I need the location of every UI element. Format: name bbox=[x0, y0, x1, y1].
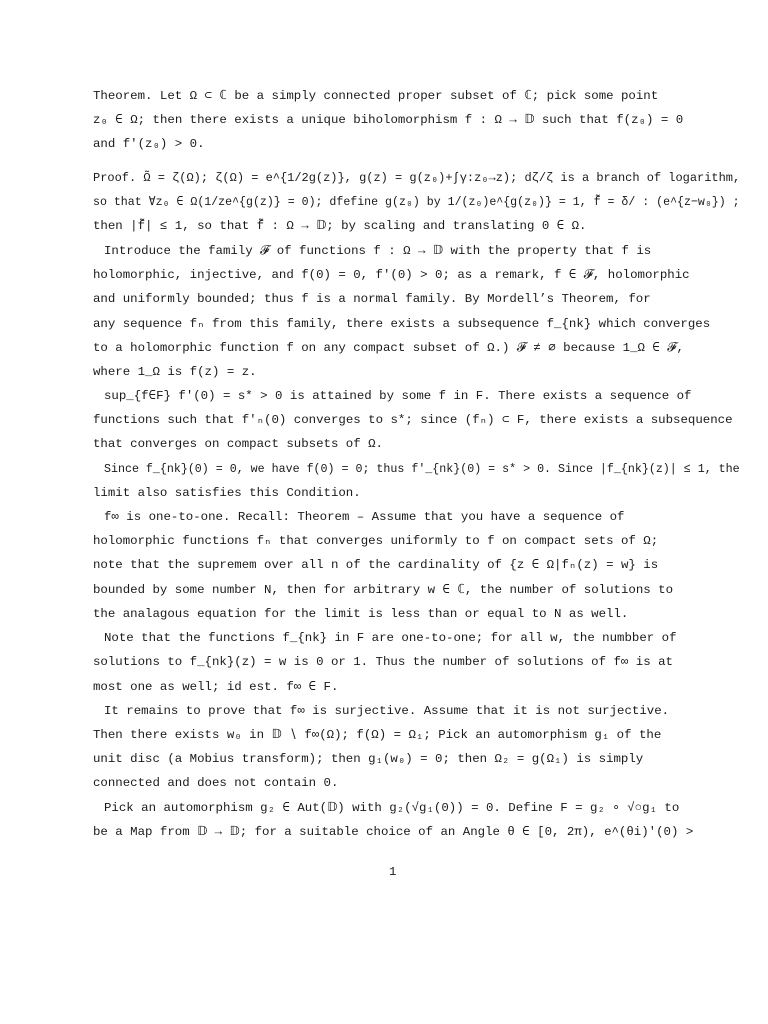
automorphism-line-1: Pick an automorphism g₂ ∈ Aut(𝔻) with g₂(√g₁(0)) = 0. Define F = g₂ ∘ √○g₁ to bbox=[104, 801, 680, 815]
onetoone-line-2: holomorphic functions fₙ that converges uniformly to f on compact sets of Ω; bbox=[93, 534, 659, 548]
note-line-2: solutions to f_{nk}(z) = w is 0 or 1. Thus the number of solutions of f∞ is at bbox=[93, 655, 673, 669]
sup-line-3: that converges on compact subsets of Ω. bbox=[93, 437, 383, 451]
theorem-line-1: Theorem. Let Ω ⊂ ℂ be a simply connected proper subset of ℂ; pick some point bbox=[93, 89, 659, 103]
sup-line-2: functions such that f′ₙ(0) converges to s*; since (fₙ) ⊂ F, there exists a subsequence bbox=[93, 413, 733, 427]
surjective-line-1: It remains to prove that f∞ is surjective. Assume that it is not surjective. bbox=[104, 704, 670, 718]
proof-line-1: Proof. Ω̃ = ζ(Ω); ζ(Ω) = e^{1/2g(z)}, g(z) = g(z₀)+∫γ:z₀→z); dζ/ζ is a branch of logarithm, bbox=[93, 171, 741, 185]
surjective-line-2: Then there exists w₀ in 𝔻 ∖ f∞(Ω); f(Ω) = Ω₁; Pick an automorphism g₁ of the bbox=[93, 728, 662, 742]
theorem-line-2: z₀ ∈ Ω; then there exists a unique biholomorphism f : Ω → 𝔻 such that f(z₀) = 0 bbox=[93, 113, 684, 127]
family-line-4: any sequence fₙ from this family, there exists a subsequence f_{nk} which converges bbox=[93, 317, 711, 331]
sup-line-1: sup_{f∈F} f′(0) = s* > 0 is attained by some f in F. There exists a sequence of bbox=[104, 389, 692, 403]
family-line-6: where 1_Ω is f(z) = z. bbox=[93, 365, 257, 379]
page-number: 1 bbox=[389, 865, 397, 879]
note-line-3: most one as well; id est. f∞ ∈ F. bbox=[93, 680, 339, 694]
onetoone-line-5: the analagous equation for the limit is less than or equal to N as well. bbox=[93, 607, 629, 621]
family-line-2: holomorphic, injective, and f(0) = 0, f′(0) > 0; as a remark, f ∈ 𝓕, holomorphic bbox=[93, 268, 690, 282]
since-line-1: Since f_{nk}(0) = 0, we have f(0) = 0; thus f′_{nk}(0) = s* > 0. Since |f_{nk}(z)| ≤ 1, the bbox=[104, 462, 740, 476]
since-line-2: limit also satisfies this Condition. bbox=[93, 486, 361, 500]
family-line-3: and uniformly bounded; thus f is a normal family. By Mordell’s Theorem, for bbox=[93, 292, 651, 306]
surjective-line-4: connected and does not contain 0. bbox=[93, 776, 339, 790]
automorphism-line-2: be a Map from 𝔻 → 𝔻; for a suitable choice of an Angle θ ∈ [0, 2π), e^(θi)′(0) > bbox=[93, 825, 694, 839]
theorem-line-3: and f′(z₀) > 0. bbox=[93, 137, 205, 151]
onetoone-line-4: bounded by some number N, then for arbitrary w ∈ ℂ, the number of solutions to bbox=[93, 583, 674, 597]
onetoone-line-1: f∞ is one-to-one. Recall: Theorem – Assume that you have a sequence of bbox=[104, 510, 625, 524]
proof-line-2: so that ∀z₀ ∈ Ω(1/ze^{g(z)} = 0); dfefine g(z₀) by 1/(z₀)e^{g(z₀)} = 1, f̃ = δ/ : (e^{z−w₀}) ; bbox=[93, 195, 740, 209]
onetoone-line-3: note that the supremem over all n of the cardinality of {z ∈ Ω|fₙ(z) = w} is bbox=[93, 558, 659, 572]
family-line-1: Introduce the family 𝓕 of functions f : Ω → 𝔻 with the property that f is bbox=[104, 244, 652, 258]
family-line-5: to a holomorphic function f on any compact subset of Ω.) 𝓕 ≠ ∅ because 1_Ω ∈ 𝓕, bbox=[93, 341, 684, 355]
surjective-line-3: unit disc (a Mobius transform); then g₁(w₀) = 0; then Ω₂ = g(Ω₁) is simply bbox=[93, 752, 644, 766]
note-line-1: Note that the functions f_{nk} in F are one-to-one; for all w, the numbber of bbox=[104, 631, 677, 645]
proof-line-3: then |f̃| ≤ 1, so that f̃ : Ω → 𝔻; by scaling and translating 0 ∈ Ω. bbox=[93, 219, 587, 233]
